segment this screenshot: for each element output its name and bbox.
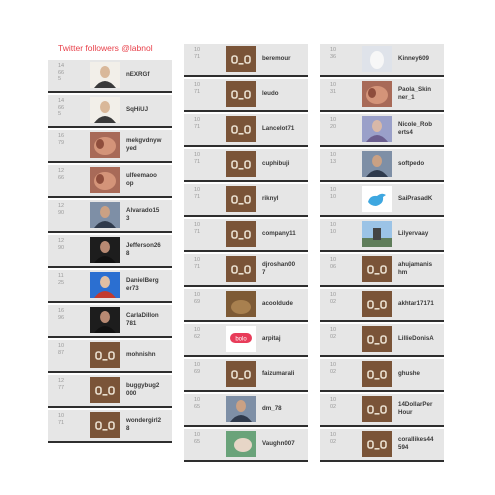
photo-torso-icon[interactable] [362,81,392,107]
follower-count: 12 90 [58,238,65,251]
follower-username[interactable]: LillieDonisA [398,335,434,342]
follower-row[interactable] [48,305,172,338]
default-egg-icon[interactable] [362,326,392,352]
default-egg-icon[interactable] [226,186,256,212]
follower-count: 10 69 [194,292,201,305]
photo-person-icon[interactable] [362,151,392,177]
follower-row[interactable] [184,219,308,252]
follower-row[interactable] [48,60,172,93]
follower-count: 10 71 [194,82,201,95]
follower-username[interactable]: cuphibuji [262,160,290,167]
photo-dark-icon[interactable] [90,307,120,333]
default-egg-icon[interactable] [226,221,256,247]
follower-count: 10 71 [194,152,201,165]
follower-row[interactable] [48,270,172,303]
follower-username[interactable]: CarlaDillon 781 [126,312,159,327]
follower-username[interactable]: arpitaj [262,335,281,342]
follower-username[interactable]: SaiPrasadK [398,195,433,202]
photo-purple-icon[interactable] [362,116,392,142]
followers-column-2 [184,44,308,464]
photo-blue-icon[interactable] [90,272,120,298]
follower-row[interactable] [320,149,444,182]
default-egg-icon[interactable] [362,256,392,282]
follower-count: 10 65 [194,397,201,410]
follower-row[interactable] [48,200,172,233]
follower-row[interactable] [48,130,172,163]
follower-username[interactable]: djroshan00 7 [262,261,296,276]
follower-count: 11 25 [58,273,65,286]
follower-count: 10 10 [330,187,337,200]
follower-count: 10 10 [330,222,337,235]
follower-count: 10 71 [194,47,201,60]
follower-count: 10 87 [58,343,65,356]
follower-username[interactable]: Vaughn007 [262,440,295,447]
default-egg-icon[interactable] [226,151,256,177]
photo-person-icon[interactable] [90,202,120,228]
follower-row[interactable] [320,219,444,252]
follower-row[interactable] [48,340,172,373]
follower-row[interactable] [320,359,444,392]
follower-row[interactable] [320,429,444,462]
follower-username[interactable]: beremour [262,55,291,62]
follower-row[interactable] [184,324,308,357]
follower-username[interactable]: Alvarado15 3 [126,207,160,222]
page-title: Twitter followers @labnol [58,43,153,53]
follower-row[interactable] [184,114,308,147]
follower-row[interactable] [184,79,308,112]
follower-count: 10 02 [330,292,337,305]
follower-username[interactable]: ghushe [398,370,421,377]
photo-brown-icon[interactable] [226,291,256,317]
follower-username[interactable]: SqHiUJ [126,106,149,113]
photo-person-icon[interactable] [226,396,256,422]
follower-count: 10 71 [194,187,201,200]
follower-count: 14 66 5 [58,63,65,82]
follower-row[interactable] [48,375,172,408]
default-egg-icon[interactable] [226,81,256,107]
follower-username[interactable]: mohnishn [126,351,156,358]
follower-row[interactable] [48,410,172,443]
follower-username[interactable]: Lilyervaay [398,230,429,237]
follower-count: 10 13 [330,152,337,165]
follower-row[interactable] [184,149,308,182]
follower-count: 10 71 [58,413,65,426]
follower-row[interactable] [320,79,444,112]
follower-count: 10 71 [194,257,201,270]
follower-count: 12 66 [58,168,65,181]
follower-username[interactable]: faizumarali [262,370,295,377]
follower-row[interactable] [48,95,172,128]
photo-white-icon[interactable] [362,46,392,72]
follower-row[interactable] [320,394,444,427]
follower-username[interactable]: wondergirl2 8 [126,417,162,432]
bird-icon[interactable] [362,186,392,212]
follower-count: 10 36 [330,47,337,60]
follower-username[interactable]: nEXRGf [126,71,150,78]
follower-count: 10 02 [330,432,337,445]
follower-username[interactable]: acooldude [262,300,293,307]
follower-row[interactable] [48,235,172,268]
svg-text:bolo: bolo [235,336,247,343]
follower-username[interactable]: leudo [262,90,279,97]
default-egg-icon[interactable] [226,46,256,72]
follower-count: 10 62 [194,327,201,340]
follower-row[interactable] [320,254,444,287]
follower-count: 16 96 [58,308,65,321]
follower-count: 10 20 [330,117,337,130]
photo-sky-icon[interactable] [362,221,392,247]
follower-username[interactable]: Kinney609 [398,55,429,62]
follower-username[interactable]: riknyl [262,195,279,202]
follower-row[interactable] [184,184,308,217]
follower-username[interactable]: company11 [262,230,296,237]
follower-row[interactable] [320,44,444,77]
photo-woman-icon[interactable] [90,97,120,123]
default-egg-icon[interactable] [226,361,256,387]
follower-username[interactable]: buggybug2 000 [126,382,160,397]
follower-count: 16 79 [58,133,65,146]
default-egg-icon[interactable] [362,361,392,387]
photo-woman-icon[interactable] [90,62,120,88]
follower-username[interactable]: 14DollarPer Hour [398,401,433,416]
default-egg-icon[interactable] [90,412,120,438]
default-egg-icon[interactable] [362,431,392,457]
follower-row[interactable] [184,44,308,77]
follower-count: 10 69 [194,362,201,375]
follower-username[interactable]: DanielBerg er73 [126,277,159,292]
follower-count: 10 65 [194,432,201,445]
follower-count: 10 02 [330,362,337,375]
photo-dark-icon[interactable] [90,237,120,263]
follower-username[interactable]: ahujamanis hm [398,261,433,276]
follower-username[interactable]: ulfeemaoo op [126,172,157,187]
follower-count: 10 31 [330,82,337,95]
follower-count: 10 71 [194,222,201,235]
follower-count: 10 71 [194,117,201,130]
follower-row[interactable] [184,254,308,287]
follower-row[interactable] [320,114,444,147]
photo-torso-icon[interactable] [90,132,120,158]
default-egg-icon[interactable] [90,342,120,368]
photo-logo-icon[interactable] [226,326,256,352]
followers-column-1 [48,60,172,445]
follower-row[interactable] [184,394,308,427]
follower-username[interactable]: Lancelot71 [262,125,295,132]
follower-username[interactable]: Paola_Skin ner_1 [398,86,432,101]
follower-count: 12 90 [58,203,65,216]
default-egg-icon[interactable] [226,256,256,282]
follower-row[interactable] [320,289,444,322]
follower-row[interactable] [184,429,308,462]
default-egg-icon[interactable] [362,396,392,422]
follower-row[interactable] [184,359,308,392]
follower-count: 10 02 [330,397,337,410]
default-egg-icon[interactable] [362,291,392,317]
default-egg-icon[interactable] [90,377,120,403]
follower-username[interactable]: mekgvdnyw yed [126,137,162,152]
follower-username[interactable]: dm_78 [262,405,282,412]
followers-column-3 [320,44,444,464]
photo-green-icon[interactable] [226,431,256,457]
follower-count: 12 77 [58,378,65,391]
follower-count: 10 02 [330,327,337,340]
follower-count: 10 06 [330,257,337,270]
default-egg-icon[interactable] [226,116,256,142]
follower-row[interactable] [184,289,308,322]
photo-torso-icon[interactable] [90,167,120,193]
follower-username[interactable]: corallikes44 594 [398,436,434,451]
follower-row[interactable] [320,184,444,217]
follower-username[interactable]: softpedo [398,160,425,167]
follower-username[interactable]: akhtar17171 [398,300,434,307]
follower-username[interactable]: Nicole_Rob erts4 [398,121,433,136]
follower-count: 14 66 5 [58,98,65,117]
follower-row[interactable] [48,165,172,198]
follower-username[interactable]: Jefferson26 8 [126,242,161,257]
follower-row[interactable] [320,324,444,357]
